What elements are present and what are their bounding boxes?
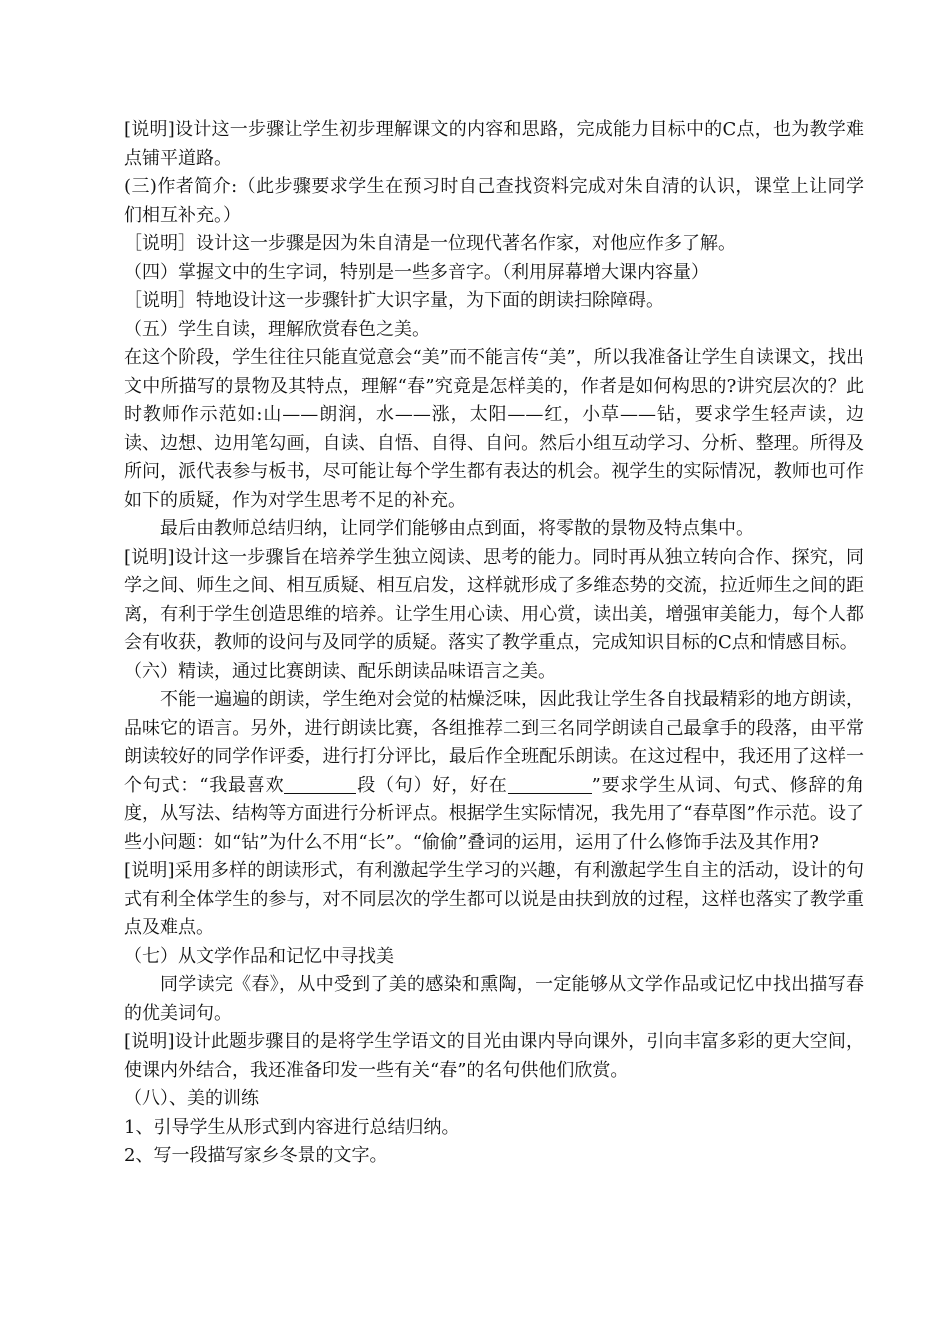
section-self-reading: （五）学生自读，理解欣赏春色之美。 xyxy=(124,318,430,340)
section-literature: （七）从文学作品和记忆中寻找美 xyxy=(124,945,394,967)
note-self-reading: [说明]设计这一步骤旨在培养学生独立阅读、思考的能力。同时再从独立转向合作、探究，同学之间、师生之间、相互质疑、相互启发，这样就形成了多维态势的交流，拉近师生之间的距离，有利于学生创造思维的培养。让学生用心读、用心赏，读出美，增强审美能力，每个人都会有收获，教师的设问与及同学的质疑。落实了教学重点，完成知识目标的C点和情感目标。 xyxy=(124,546,864,653)
paragraph-teacher-summary: 最后由教师总结归纳，让同学们能够由点到面，将零散的景物及特点集中。 xyxy=(160,518,754,539)
reading-contest-text-c: ”要求学生从词、句式、修辞的角度，从写法、结构等方面进行分析评点。根据学生实际情况，我先用了“春草图”作示范。设了些小问题：如“钻”为什么不用“长”。“偷偷”叠词的运用，运用了什么修饰手法及其作用? xyxy=(124,774,865,853)
paragraph-self-reading: 在这个阶段，学生往往只能直觉意会“美”而不能言传“美”，所以我准备让学生自读课文，找出文中所描写的景物及其特点，理解“春”究竟是怎样美的，作者是如何构思的?讲究层次的？此时教师作示范如:山——朗润，水——涨，太阳——红，小草——钻，要求学生轻声读，边读、边想、边用笔勾画，自读、自悟、自得、自问。然后小组互动学习、分析、整理。所得及所问，派代表参与板书，尽可能让每个学生都有表达的机会。视学生的实际情况，教师也可作如下的质疑，作为对学生思考不足的补充。 xyxy=(124,347,864,511)
section-author-intro: (三)作者简介:（此步骤要求学生在预习时自己查找资料完成对朱自清的认识，课堂上让同学们相互补充。） xyxy=(124,176,864,226)
paragraph-literature: 同学读完《春》，从中受到了美的感染和熏陶，一定能够从文学作品或记忆中找出描写春的优美词句。 xyxy=(124,974,864,1024)
note-author: ［说明］设计这一步骤是因为朱自清是一位现代著名作家，对他应作多了解。 xyxy=(124,233,736,254)
note-vocabulary: ［说明］特地设计这一步骤针扩大识字量，为下面的朗读扫除障碍。 xyxy=(124,290,664,311)
list-item-1: 1、引导学生从形式到内容进行总结归纳。 xyxy=(124,1116,460,1138)
section-vocabulary: （四）掌握文中的生字词，特别是一些多音字。（利用屏幕增大课内容量） xyxy=(124,261,709,283)
note-literature: [说明]设计此题步骤目的是将学生学语文的目光由课内导向课外，引向丰富多彩的更大空间，使课内外结合，我还准备印发一些有关“春”的名句供他们欣赏。 xyxy=(124,1031,864,1081)
fill-blank-1 xyxy=(284,775,356,794)
note-reading: [说明]采用多样的朗读形式，有利激起学生学习的兴趣，有利激起学生自主的活动，设计的句式有利全体学生的参与，对不同层次的学生都可以说是由扶到放的过程，这样也落实了教学重点及难点。 xyxy=(124,860,864,938)
note-step-two: [说明]设计这一步骤让学生初步理解课文的内容和思路，完成能力目标中的C点，也为教学难点铺平道路。 xyxy=(124,119,864,169)
section-intensive-reading: （六）精读，通过比赛朗读、配乐朗读品味语言之美。 xyxy=(124,660,556,682)
section-training: （八）、美的训练 xyxy=(124,1088,259,1109)
list-item-2: 2、写一段描写家乡冬景的文字。 xyxy=(124,1145,388,1166)
paragraph-reading-contest xyxy=(124,686,864,857)
reading-contest-text-b: 段（句）好，好在 xyxy=(356,774,508,796)
reading-contest-text-a: 不能一遍遍的朗读，学生绝对会觉的枯燥泛味，因此我让学生各自找最精彩的地方朗读，品味它的语言。另外，进行朗读比赛，各组推荐二到三名同学朗读自己最拿手的段落，由平常朗读较好的同学作评委，进行打分评比，最后作全班配乐朗读。在这过程中，我还用了这样一个句式：“我最喜欢 xyxy=(124,689,864,796)
document-body xyxy=(124,116,864,1171)
fill-blank-2 xyxy=(508,775,592,794)
